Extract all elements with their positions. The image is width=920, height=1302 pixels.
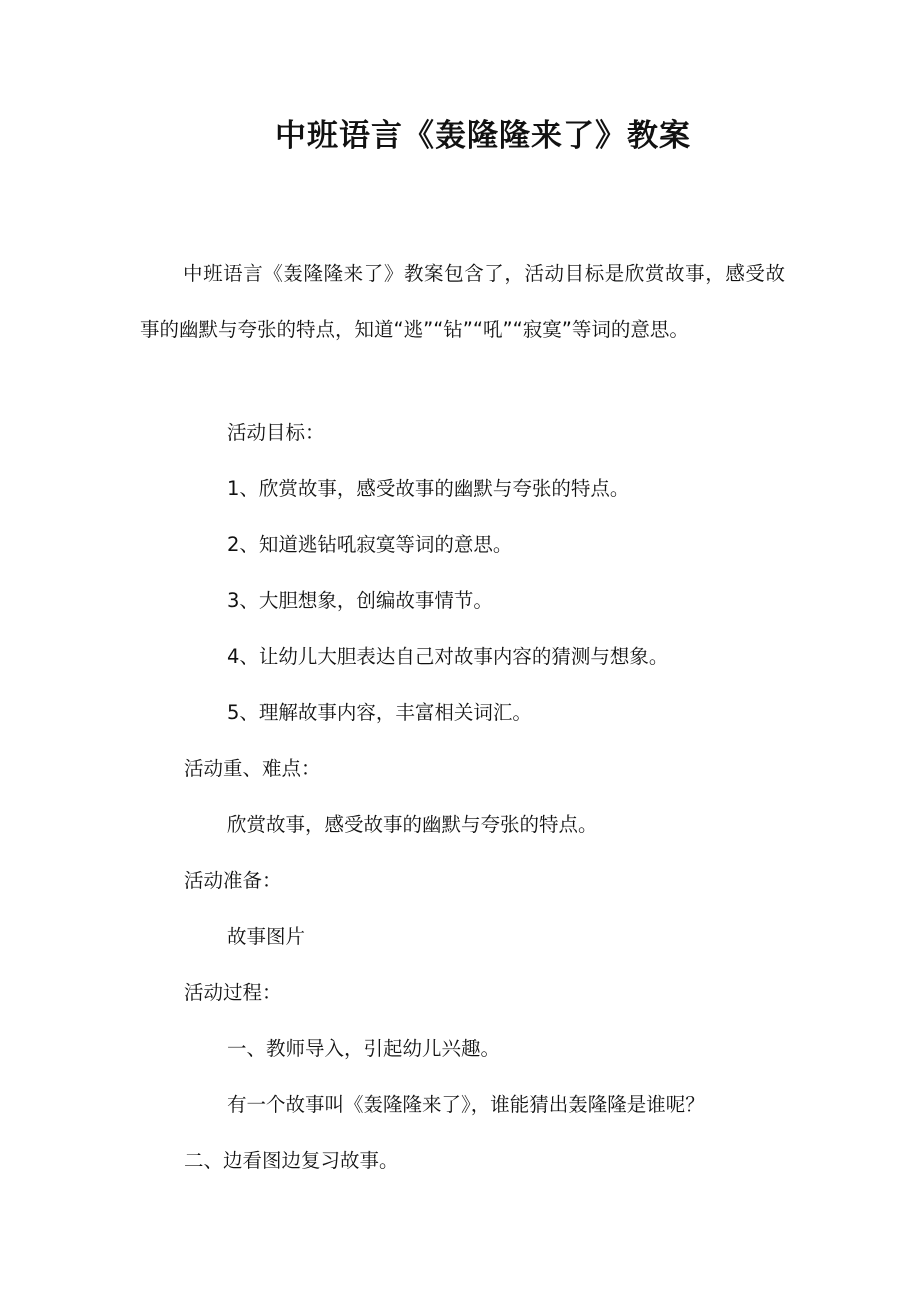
process-step-1: 一、教师导入，引起幼儿兴趣。: [227, 1037, 501, 1060]
objective-item-1: 1、欣赏故事，感受故事的幽默与夸张的特点。: [227, 477, 630, 500]
preparation-heading: 活动准备：: [184, 869, 282, 892]
process-step-2: 二、边看图边复习故事。: [184, 1149, 399, 1172]
intro-paragraph: 中班语言《轰隆隆来了》教案包含了，活动目标是欣赏故事，感受故事的幽默与夸张的特点，知道“逃”“钻”“吼”“寂寞”等词的意思。: [140, 262, 785, 341]
objective-item-4: 4、让幼儿大胆表达自己对故事内容的猜测与想象。: [227, 645, 669, 668]
document-title: 中班语言《轰隆隆来了》教案: [275, 118, 691, 154]
objective-item-2: 2、知道逃钻吼寂寞等词的意思。: [227, 533, 513, 556]
key-points-heading: 活动重、难点：: [184, 757, 321, 780]
key-points-text: 欣赏故事，感受故事的幽默与夸张的特点。: [227, 813, 598, 836]
preparation-text: 故事图片: [227, 925, 306, 948]
process-heading: 活动过程：: [184, 981, 282, 1004]
objective-item-3: 3、大胆想象，创编故事情节。: [227, 589, 493, 612]
objectives-heading: 活动目标：: [227, 421, 325, 444]
objective-item-5: 5、理解故事内容，丰富相关词汇。: [227, 701, 532, 724]
process-step-1-text: 有一个故事叫《轰隆隆来了》，谁能猜出轰隆隆是谁呢？: [227, 1093, 705, 1116]
